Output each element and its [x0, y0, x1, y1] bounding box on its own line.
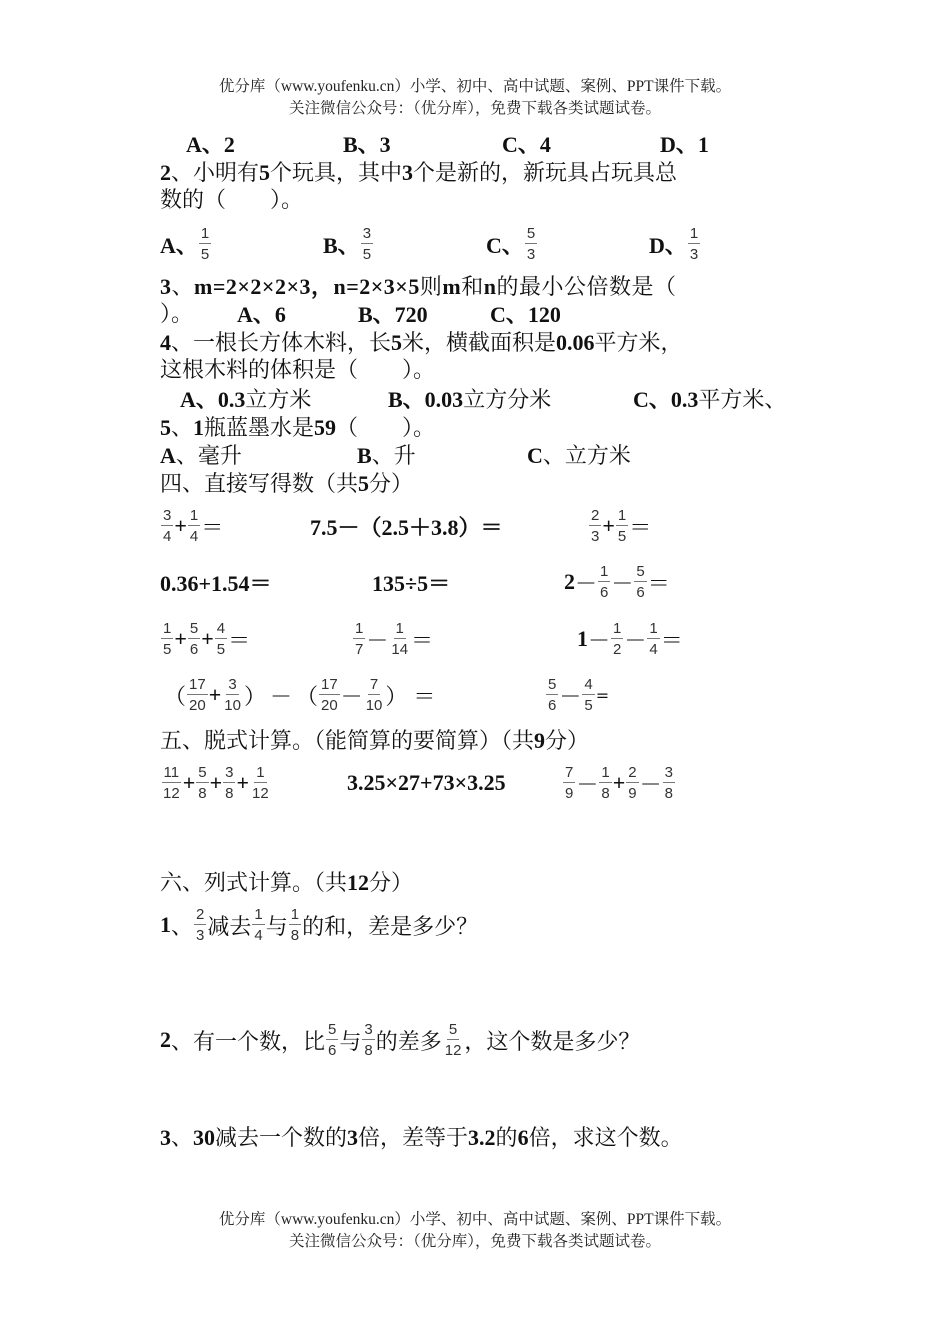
numerator: 17	[320, 676, 338, 693]
denominator: 5	[362, 246, 372, 263]
q3-option-c: C、120	[490, 302, 561, 327]
fraction	[598, 563, 610, 601]
problem-2: 2 、有一个数，比 $\frac{5}{6}$ 与 $\frac{3}{8}$ 的差多 $\frac{5}{12}$ ，这个数是多少？	[160, 1021, 641, 1059]
fraction	[326, 1021, 338, 1059]
numerator: 5	[448, 1021, 458, 1038]
fraction	[525, 225, 537, 263]
numerator: 5	[548, 676, 557, 693]
denominator: 5	[617, 528, 627, 545]
denominator: 20	[320, 697, 338, 714]
numerator: 1	[649, 620, 658, 637]
fraction	[663, 764, 675, 802]
fraction	[289, 906, 301, 944]
s5-expr-2: 3.25×27+73×3.25	[347, 770, 506, 795]
numerator: 4	[216, 620, 226, 637]
q1-option-c: C、4	[502, 132, 551, 157]
header-line-1: 优分库（www.youfenku.cn）小学、初中、高中试题、案例、PPT课件下载。	[218, 78, 732, 95]
fraction	[634, 563, 646, 601]
denominator: 4	[254, 927, 263, 944]
q2-option-b: B、 $\frac{3}{5}$	[323, 225, 372, 263]
numerator: 5	[198, 764, 207, 781]
q3-option-a: A、6	[237, 302, 286, 327]
q5-line-1: 5、1瓶蓝墨水是59（ ）。	[160, 415, 436, 441]
denominator: 8	[290, 927, 300, 944]
q3-line-2: ）。	[160, 302, 194, 327]
fraction	[389, 620, 410, 658]
fraction	[364, 676, 385, 714]
denominator: 6	[548, 697, 557, 714]
denominator: 9	[628, 785, 637, 802]
fraction	[361, 225, 373, 263]
numerator: 2	[591, 507, 600, 524]
q2-line-1: 2、小明有5个玩具，其中3个是新的，新玩具占玩具总	[160, 160, 678, 186]
denominator: 5	[584, 697, 593, 714]
numerator: 3	[664, 764, 673, 781]
numerator: 1	[600, 563, 609, 580]
numerator: 1	[601, 764, 610, 781]
numerator: 7	[369, 676, 379, 693]
s4-r3-c1: $\frac{1}{5}$ + $\frac{5}{6}$ + $\frac{4}{5}$ ＝	[163, 620, 251, 658]
q4-option-b: B、0.03立方分米	[388, 387, 552, 413]
numerator: 3	[163, 507, 172, 524]
fraction	[582, 676, 594, 714]
fraction	[188, 507, 200, 545]
numerator: 1	[254, 906, 263, 923]
denominator: 5	[163, 641, 172, 658]
denominator: 4	[649, 641, 658, 658]
denominator: 12	[444, 1042, 462, 1059]
numerator: 2	[628, 764, 637, 781]
denominator: 10	[224, 697, 241, 714]
fraction	[319, 676, 340, 714]
fraction	[362, 1021, 374, 1059]
numerator: 11	[163, 764, 180, 781]
problem-3: 3、30减去一个数的3倍，差等于3.2的6倍，求这个数。	[160, 1125, 683, 1151]
s5-expr-3: $\frac{7}{9}$ － $\frac{1}{8}$ + $\frac{2}{9}$ － $\frac{3}{8}$	[565, 764, 673, 802]
numerator: 3	[228, 676, 237, 693]
numerator: 7	[565, 764, 574, 781]
denominator: 5	[216, 641, 226, 658]
fraction	[188, 620, 200, 658]
denominator: 2	[613, 641, 622, 658]
s4-r3-c2: $\frac{1}{7}$ － $\frac{1}{14}$ ＝	[355, 620, 434, 658]
fraction	[223, 764, 235, 802]
s4-r1-c1: $\frac{3}{4}$ + $\frac{1}{4}$ ＝	[163, 507, 224, 545]
numerator: 3	[364, 1021, 373, 1038]
numerator: 17	[189, 676, 206, 693]
s4-r2-c1: 0.36+1.54＝	[160, 570, 272, 596]
s4-r2-c3: 2 － $\frac{1}{6}$ － $\frac{5}{6}$ ＝	[564, 563, 670, 601]
fraction	[215, 620, 227, 658]
numerator: 5	[189, 620, 199, 637]
numerator: 5	[636, 563, 645, 580]
denominator: 4	[189, 528, 199, 545]
denominator: 3	[591, 528, 600, 545]
s5-expr-1: $\frac{11}{12}$ + $\frac{5}{8}$ + $\frac{3}{8}$ + $\frac{1}{12}$	[163, 764, 269, 802]
fraction	[199, 225, 211, 263]
numerator: 1	[395, 620, 404, 637]
numerator: 1	[355, 620, 364, 637]
numerator: 1	[689, 225, 699, 242]
section-4-title: 四、直接写得数（共5分）	[160, 471, 414, 497]
q2-option-d: D、 $\frac{1}{3}$	[649, 225, 699, 263]
q1-option-d: D、1	[660, 132, 709, 157]
fraction	[563, 764, 575, 802]
s4-r3-c3: 1 － $\frac{1}{2}$ － $\frac{1}{4}$ ＝	[577, 620, 683, 658]
section-5-title: 五、脱式计算。（能简算的要简算）（共9分）	[160, 728, 590, 754]
fraction	[443, 1021, 464, 1059]
footer-line-1: 优分库（www.youfenku.cn）小学、初中、高中试题、案例、PPT课件下载。	[218, 1211, 732, 1228]
denominator: 14	[391, 641, 409, 658]
denominator: 3	[196, 927, 205, 944]
header-line-2: 关注微信公众号：（优分库），免费下载各类试题试卷。	[288, 100, 661, 117]
section-6-title: 六、列式计算。（共12分）	[160, 870, 414, 896]
numerator: 2	[196, 906, 205, 923]
denominator: 12	[252, 785, 269, 802]
denominator: 12	[163, 785, 180, 802]
footer-line-2: 关注微信公众号：（优分库），免费下载各类试题试卷。	[288, 1233, 661, 1250]
q4-option-c: C、0.3平方米、	[633, 387, 787, 413]
fraction	[161, 620, 173, 658]
fraction	[161, 507, 173, 545]
problem-1: 1 、 $\frac{2}{3}$ 减去 $\frac{1}{4}$ 与 $\frac{1}{8}$ 的和，差是多少？	[160, 906, 479, 944]
numerator: 1	[256, 764, 265, 781]
numerator: 4	[584, 676, 593, 693]
q1-option-a: A、2	[186, 132, 235, 157]
fraction	[196, 764, 208, 802]
q5-option-a: A、毫升	[160, 443, 242, 469]
numerator: 1	[163, 620, 172, 637]
numerator: 1	[290, 906, 300, 923]
denominator: 8	[198, 785, 207, 802]
fraction	[222, 676, 243, 714]
fraction	[252, 906, 264, 944]
fraction	[589, 507, 601, 545]
numerator: 5	[328, 1021, 337, 1038]
s4-r4-c2: $\frac{5}{6}$ － $\frac{4}{5}$ =	[548, 676, 610, 714]
fraction	[187, 676, 208, 714]
denominator: 8	[601, 785, 610, 802]
s4-r2-c2: 135÷5＝	[372, 570, 451, 596]
numerator: 1	[189, 507, 199, 524]
q3-line-1: 3、m=2×2×2×3，n=2×3×5则m和n的最小公倍数是（	[160, 274, 677, 300]
fraction	[647, 620, 659, 658]
numerator: 1	[200, 225, 210, 242]
q3-option-b: B、720	[358, 302, 428, 327]
numerator: 1	[613, 620, 622, 637]
q2-line-2: 数的（ ）。	[160, 188, 304, 213]
denominator: 20	[189, 697, 206, 714]
q5-option-b: B、升	[357, 443, 416, 469]
q5-option-c: C、立方米	[527, 443, 631, 469]
denominator: 6	[328, 1042, 337, 1059]
denominator: 10	[365, 697, 383, 714]
fraction	[599, 764, 611, 802]
numerator: 3	[362, 225, 372, 242]
q4-line-2: 这根木料的体积是（ ）。	[160, 358, 436, 383]
denominator: 6	[636, 584, 645, 601]
s4-r1-c3: $\frac{2}{3}$ + $\frac{1}{5}$ ＝	[591, 507, 652, 545]
fraction	[250, 764, 271, 802]
fraction	[626, 764, 638, 802]
s4-r4-c1: （ $\frac{17}{20}$ + $\frac{3}{10}$ ） － （ $\frac{17}{20}$ － $\frac{7}{10}$ ） ＝	[164, 676, 436, 714]
denominator: 6	[189, 641, 199, 658]
q2-option-a: A、 $\frac{1}{5}$	[160, 225, 210, 263]
denominator: 4	[163, 528, 172, 545]
fraction	[616, 507, 628, 545]
denominator: 7	[355, 641, 364, 658]
denominator: 8	[664, 785, 673, 802]
q4-option-a: A、0.3立方米	[180, 387, 312, 413]
denominator: 6	[600, 584, 609, 601]
denominator: 8	[364, 1042, 373, 1059]
fraction	[611, 620, 623, 658]
denominator: 8	[225, 785, 234, 802]
denominator: 9	[565, 785, 574, 802]
fraction	[353, 620, 365, 658]
fraction	[688, 225, 700, 263]
fraction	[194, 906, 206, 944]
numerator: 3	[225, 764, 234, 781]
q1-option-b: B、3	[343, 132, 391, 157]
denominator: 3	[526, 246, 536, 263]
numerator: 5	[526, 225, 536, 242]
s4-r1-c2: 7.5－（2.5＋3.8）＝	[310, 514, 503, 540]
fraction	[546, 676, 558, 714]
denominator: 3	[689, 246, 699, 263]
q2-option-c: C、 $\frac{5}{3}$	[486, 225, 536, 263]
denominator: 5	[200, 246, 210, 263]
q4-line-1: 4、一根长方体木料，长5米，横截面积是0.06平方米，	[160, 330, 683, 356]
fraction	[161, 764, 182, 802]
numerator: 1	[617, 507, 627, 524]
